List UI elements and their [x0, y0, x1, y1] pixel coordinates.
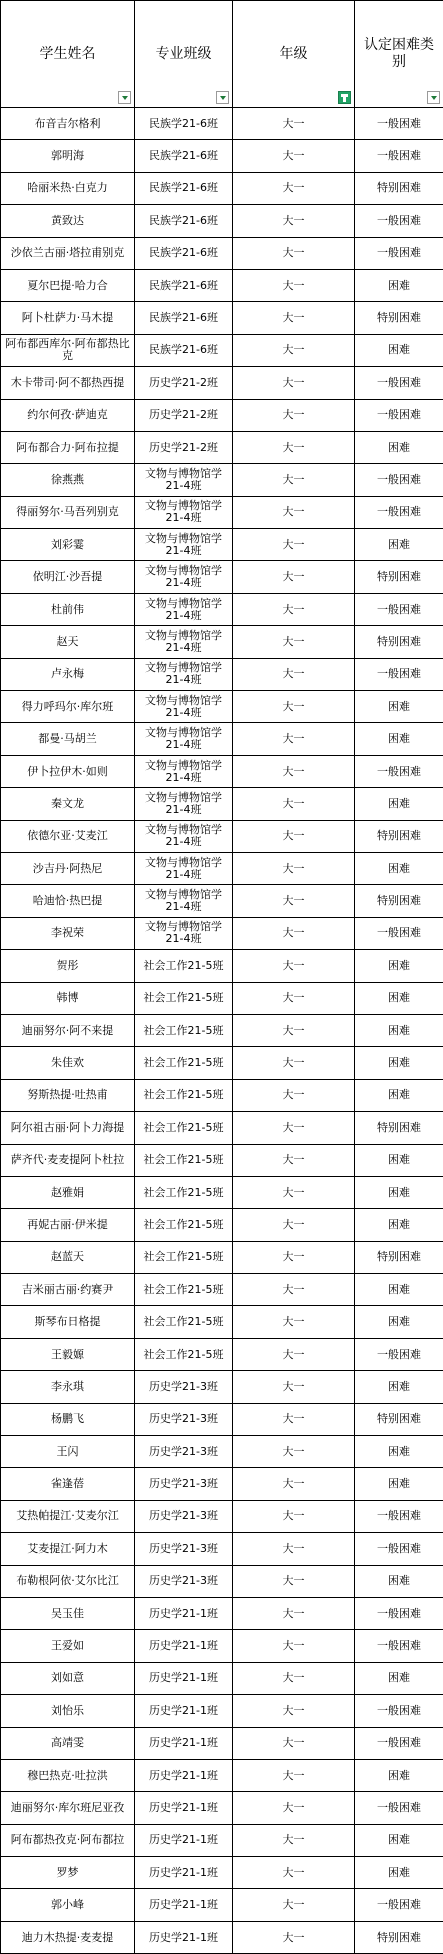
grade-cell[interactable]: 大一: [233, 561, 355, 593]
grade-cell[interactable]: 大一: [233, 788, 355, 820]
class-cell[interactable]: 社会工作21-5班: [135, 1047, 233, 1079]
class-cell[interactable]: 民族学21-6班: [135, 108, 233, 140]
grade-cell[interactable]: 大一: [233, 1500, 355, 1532]
table-row: [1, 1014, 443, 1046]
student-name-cell[interactable]: 哈迪恰·热巴提: [1, 885, 135, 917]
difficulty-cell[interactable]: 特别困难: [355, 172, 443, 204]
student-name-cell[interactable]: 朱佳欢: [1, 1047, 135, 1079]
table-row: [1, 496, 443, 528]
table-row: [1, 1371, 443, 1403]
class-cell[interactable]: 文物与博物馆学21-4班: [135, 691, 233, 723]
difficulty-cell[interactable]: 困难: [355, 1274, 443, 1306]
grade-cell[interactable]: 大一: [233, 464, 355, 496]
difficulty-cell[interactable]: 困难: [355, 1468, 443, 1500]
grade-cell[interactable]: 大一: [233, 1306, 355, 1338]
difficulty-cell[interactable]: 特别困难: [355, 626, 443, 658]
table-row: [1, 723, 443, 755]
difficulty-cell[interactable]: 特别困难: [355, 820, 443, 852]
class-cell[interactable]: 历史学21-1班: [135, 1727, 233, 1759]
table-row: [1, 1436, 443, 1468]
difficulty-cell[interactable]: 困难: [355, 950, 443, 982]
header-row: [1, 1, 443, 108]
difficulty-cell[interactable]: 一般困难: [355, 593, 443, 625]
table-row: [1, 1889, 443, 1921]
table-row: [1, 1662, 443, 1694]
table-row: [1, 1468, 443, 1500]
class-cell[interactable]: 民族学21-6班: [135, 302, 233, 334]
student-name-cell[interactable]: 刘如意: [1, 1662, 135, 1694]
class-cell[interactable]: 文物与博物馆学21-4班: [135, 464, 233, 496]
grade-cell[interactable]: 大一: [233, 950, 355, 982]
student-name-cell[interactable]: 韩博: [1, 982, 135, 1014]
class-cell[interactable]: 民族学21-6班: [135, 237, 233, 269]
difficulty-cell[interactable]: 困难: [355, 1079, 443, 1111]
student-name-cell[interactable]: 卢永梅: [1, 658, 135, 690]
table-row: [1, 658, 443, 690]
difficulty-cell[interactable]: 一般困难: [355, 1630, 443, 1662]
grade-cell[interactable]: 大一: [233, 1857, 355, 1889]
class-cell[interactable]: 社会工作21-5班: [135, 1306, 233, 1338]
difficulty-cell[interactable]: 困难: [355, 982, 443, 1014]
difficulty-cell[interactable]: 一般困难: [355, 496, 443, 528]
grade-cell[interactable]: 大一: [233, 1533, 355, 1565]
header-label: 专业班级: [156, 46, 212, 62]
table-row: [1, 1792, 443, 1824]
student-name-cell[interactable]: 阿布都热孜克·阿布都拉: [1, 1824, 135, 1856]
class-cell[interactable]: 历史学21-3班: [135, 1533, 233, 1565]
table-row: [1, 820, 443, 852]
grade-cell[interactable]: 大一: [233, 982, 355, 1014]
table-row: [1, 1857, 443, 1889]
grade-cell[interactable]: 大一: [233, 755, 355, 787]
grade-cell[interactable]: 大一: [233, 1209, 355, 1241]
difficulty-cell[interactable]: 特别困难: [355, 1921, 443, 1953]
table-row: [1, 1597, 443, 1629]
table-row: [1, 1533, 443, 1565]
student-name-cell[interactable]: 郭明海: [1, 140, 135, 172]
table-row: [1, 950, 443, 982]
difficulty-cell[interactable]: 困难: [355, 1176, 443, 1208]
grade-cell[interactable]: 大一: [233, 626, 355, 658]
difficulty-cell[interactable]: 困难: [355, 1014, 443, 1046]
class-cell[interactable]: 历史学21-1班: [135, 1857, 233, 1889]
class-cell[interactable]: 历史学21-2班: [135, 367, 233, 399]
difficulty-cell[interactable]: 困难: [355, 1144, 443, 1176]
class-cell[interactable]: 社会工作21-5班: [135, 982, 233, 1014]
student-name-cell[interactable]: 努斯热提·吐热甫: [1, 1079, 135, 1111]
difficulty-cell[interactable]: 困难: [355, 1209, 443, 1241]
grade-cell[interactable]: 大一: [233, 205, 355, 237]
student-name-cell[interactable]: 斯琴布日格提: [1, 1306, 135, 1338]
student-name-cell[interactable]: 黄致达: [1, 205, 135, 237]
table-row: [1, 108, 443, 140]
table-row: [1, 1921, 443, 1953]
difficulty-cell[interactable]: 一般困难: [355, 1597, 443, 1629]
student-name-cell[interactable]: 赵蓝天: [1, 1241, 135, 1273]
grade-cell[interactable]: 大一: [233, 1889, 355, 1921]
grade-cell[interactable]: 大一: [233, 1759, 355, 1791]
student-name-cell[interactable]: 徐燕燕: [1, 464, 135, 496]
student-name-cell[interactable]: 艾麦提江·阿力木: [1, 1533, 135, 1565]
difficulty-cell[interactable]: 一般困难: [355, 237, 443, 269]
student-name-cell[interactable]: 贺彤: [1, 950, 135, 982]
class-cell[interactable]: 历史学21-1班: [135, 1921, 233, 1953]
class-cell[interactable]: 社会工作21-5班: [135, 1241, 233, 1273]
grade-cell[interactable]: 大一: [233, 917, 355, 949]
difficulty-cell[interactable]: 一般困难: [355, 367, 443, 399]
grade-cell[interactable]: 大一: [233, 140, 355, 172]
header-student-name[interactable]: [1, 1, 135, 108]
class-cell[interactable]: 社会工作21-5班: [135, 1176, 233, 1208]
table-row: [1, 367, 443, 399]
class-cell[interactable]: 历史学21-1班: [135, 1792, 233, 1824]
student-name-cell[interactable]: 迪丽努尔·阿不来提: [1, 1014, 135, 1046]
grade-cell[interactable]: 大一: [233, 367, 355, 399]
class-cell[interactable]: 民族学21-6班: [135, 205, 233, 237]
grade-cell[interactable]: 大一: [233, 1371, 355, 1403]
grade-cell[interactable]: 大一: [233, 334, 355, 366]
table-row: [1, 431, 443, 463]
table-row: [1, 172, 443, 204]
table-row: [1, 1144, 443, 1176]
difficulty-cell[interactable]: 困难: [355, 852, 443, 884]
grade-cell[interactable]: 大一: [233, 1597, 355, 1629]
table-row: [1, 269, 443, 301]
student-name-cell[interactable]: 迪丽努尔·库尔班尼亚孜: [1, 1792, 135, 1824]
class-cell[interactable]: 文物与博物馆学21-4班: [135, 820, 233, 852]
class-cell[interactable]: 社会工作21-5班: [135, 1144, 233, 1176]
difficulty-cell[interactable]: 一般困难: [355, 1889, 443, 1921]
grade-cell[interactable]: 大一: [233, 108, 355, 140]
student-name-cell[interactable]: 沙吉丹·阿热尼: [1, 852, 135, 884]
difficulty-cell[interactable]: 一般困难: [355, 1533, 443, 1565]
student-name-cell[interactable]: 秦文龙: [1, 788, 135, 820]
difficulty-cell[interactable]: 困难: [355, 788, 443, 820]
student-name-cell[interactable]: 罗梦: [1, 1857, 135, 1889]
difficulty-cell[interactable]: 一般困难: [355, 1500, 443, 1532]
class-cell[interactable]: 文物与博物馆学21-4班: [135, 788, 233, 820]
student-name-cell[interactable]: 哈丽米热·白克力: [1, 172, 135, 204]
student-name-cell[interactable]: 艾热帕提江·艾麦尔江: [1, 1500, 135, 1532]
grade-cell[interactable]: 大一: [233, 1403, 355, 1435]
class-cell[interactable]: 历史学21-2班: [135, 431, 233, 463]
table-row: [1, 237, 443, 269]
difficulty-cell[interactable]: 一般困难: [355, 1792, 443, 1824]
grade-cell[interactable]: 大一: [233, 1921, 355, 1953]
student-name-cell[interactable]: 布音吉尔格利: [1, 108, 135, 140]
grade-cell[interactable]: 大一: [233, 529, 355, 561]
difficulty-cell[interactable]: 特别困难: [355, 302, 443, 334]
table-row: [1, 982, 443, 1014]
class-cell[interactable]: 社会工作21-5班: [135, 950, 233, 982]
student-name-cell[interactable]: 吉米丽古丽·约赛尹: [1, 1274, 135, 1306]
difficulty-cell[interactable]: 一般困难: [355, 917, 443, 949]
class-cell[interactable]: 民族学21-6班: [135, 334, 233, 366]
difficulty-cell[interactable]: 一般困难: [355, 108, 443, 140]
grade-cell[interactable]: 大一: [233, 172, 355, 204]
table-row: [1, 1306, 443, 1338]
class-cell[interactable]: 历史学21-1班: [135, 1662, 233, 1694]
table-row: [1, 1112, 443, 1144]
grade-cell[interactable]: 大一: [233, 496, 355, 528]
table-row: [1, 561, 443, 593]
difficulty-cell[interactable]: 困难: [355, 269, 443, 301]
student-name-cell[interactable]: 穆巴热克·吐拉洪: [1, 1759, 135, 1791]
table-row: [1, 399, 443, 431]
student-name-cell[interactable]: 阿布都西库尔·阿布都热比克: [1, 334, 135, 366]
student-name-cell[interactable]: 王闪: [1, 1436, 135, 1468]
class-cell[interactable]: 历史学21-3班: [135, 1403, 233, 1435]
student-name-cell[interactable]: 阿卜杜萨力·马木提: [1, 302, 135, 334]
student-name-cell[interactable]: 布勒根阿依·艾尔比江: [1, 1565, 135, 1597]
table-row: [1, 1274, 443, 1306]
difficulty-cell[interactable]: 特别困难: [355, 885, 443, 917]
grade-cell[interactable]: 大一: [233, 1079, 355, 1111]
class-cell[interactable]: 文物与博物馆学21-4班: [135, 496, 233, 528]
difficulty-cell[interactable]: 困难: [355, 1436, 443, 1468]
class-cell[interactable]: 历史学21-1班: [135, 1630, 233, 1662]
grade-cell[interactable]: 大一: [233, 1014, 355, 1046]
class-cell[interactable]: 历史学21-1班: [135, 1759, 233, 1791]
difficulty-cell[interactable]: 困难: [355, 1047, 443, 1079]
difficulty-cell[interactable]: 困难: [355, 1759, 443, 1791]
class-cell[interactable]: 文物与博物馆学21-4班: [135, 529, 233, 561]
table-row: [1, 1727, 443, 1759]
student-name-cell[interactable]: 雀逢蓓: [1, 1468, 135, 1500]
grade-cell[interactable]: 大一: [233, 691, 355, 723]
grade-cell[interactable]: 大一: [233, 399, 355, 431]
class-cell[interactable]: 历史学21-1班: [135, 1695, 233, 1727]
student-name-cell[interactable]: 依德尔亚·艾麦江: [1, 820, 135, 852]
student-name-cell[interactable]: 王毅嫄: [1, 1338, 135, 1370]
student-name-cell[interactable]: 阿布都合力·阿布拉提: [1, 431, 135, 463]
grade-cell[interactable]: 大一: [233, 1727, 355, 1759]
grade-cell[interactable]: 大一: [233, 1468, 355, 1500]
student-name-cell[interactable]: 吴玉佳: [1, 1597, 135, 1629]
difficulty-cell[interactable]: 困难: [355, 1565, 443, 1597]
class-cell[interactable]: 文物与博物馆学21-4班: [135, 561, 233, 593]
table-row: [1, 1824, 443, 1856]
student-name-cell[interactable]: 李永琪: [1, 1371, 135, 1403]
class-cell[interactable]: 历史学21-3班: [135, 1565, 233, 1597]
class-cell[interactable]: 社会工作21-5班: [135, 1338, 233, 1370]
table-row: [1, 1176, 443, 1208]
class-cell[interactable]: 历史学21-1班: [135, 1824, 233, 1856]
grade-cell[interactable]: 大一: [233, 852, 355, 884]
header-label: 年级: [280, 46, 308, 62]
difficulty-cell[interactable]: 特别困难: [355, 561, 443, 593]
student-name-cell[interactable]: 郭小峰: [1, 1889, 135, 1921]
class-cell[interactable]: 民族学21-6班: [135, 269, 233, 301]
grade-cell[interactable]: 大一: [233, 1792, 355, 1824]
grade-cell[interactable]: 大一: [233, 1824, 355, 1856]
difficulty-cell[interactable]: 困难: [355, 431, 443, 463]
student-name-cell[interactable]: 得力呼玛尔·库尔班: [1, 691, 135, 723]
class-cell[interactable]: 历史学21-3班: [135, 1436, 233, 1468]
filter-dropdown-icon[interactable]: [216, 91, 229, 104]
grade-cell[interactable]: 大一: [233, 593, 355, 625]
table-row: [1, 626, 443, 658]
student-name-cell[interactable]: 王爱如: [1, 1630, 135, 1662]
difficulty-cell[interactable]: 困难: [355, 334, 443, 366]
class-cell[interactable]: 文物与博物馆学21-4班: [135, 755, 233, 787]
table-row: [1, 788, 443, 820]
class-cell[interactable]: 社会工作21-5班: [135, 1274, 233, 1306]
table-row: [1, 593, 443, 625]
grade-cell[interactable]: 大一: [233, 1144, 355, 1176]
difficulty-cell[interactable]: 一般困难: [355, 658, 443, 690]
table-row: [1, 1695, 443, 1727]
difficulty-cell[interactable]: 困难: [355, 1857, 443, 1889]
grade-cell[interactable]: 大一: [233, 658, 355, 690]
grade-cell[interactable]: 大一: [233, 1047, 355, 1079]
difficulty-cell[interactable]: 困难: [355, 1662, 443, 1694]
student-name-cell[interactable]: 高靖雯: [1, 1727, 135, 1759]
difficulty-cell[interactable]: 困难: [355, 723, 443, 755]
grade-cell[interactable]: 大一: [233, 1565, 355, 1597]
grade-cell[interactable]: 大一: [233, 1241, 355, 1273]
difficulty-cell[interactable]: 一般困难: [355, 755, 443, 787]
grade-cell[interactable]: 大一: [233, 723, 355, 755]
class-cell[interactable]: 历史学21-1班: [135, 1597, 233, 1629]
difficulty-cell[interactable]: 一般困难: [355, 464, 443, 496]
class-cell[interactable]: 文物与博物馆学21-4班: [135, 917, 233, 949]
header-grade[interactable]: [233, 1, 355, 108]
grade-cell[interactable]: 大一: [233, 885, 355, 917]
grade-cell[interactable]: 大一: [233, 820, 355, 852]
grade-cell[interactable]: 大一: [233, 1436, 355, 1468]
student-name-cell[interactable]: 再妮古丽·伊米提: [1, 1209, 135, 1241]
student-name-cell[interactable]: 杜前伟: [1, 593, 135, 625]
grade-cell[interactable]: 大一: [233, 302, 355, 334]
grade-cell[interactable]: 大一: [233, 1274, 355, 1306]
grade-cell[interactable]: 大一: [233, 1338, 355, 1370]
student-name-cell[interactable]: 依明江·沙吾提: [1, 561, 135, 593]
class-cell[interactable]: 文物与博物馆学21-4班: [135, 723, 233, 755]
difficulty-cell[interactable]: 特别困难: [355, 1112, 443, 1144]
table-row: [1, 691, 443, 723]
difficulty-cell[interactable]: 一般困难: [355, 1695, 443, 1727]
class-cell[interactable]: 文物与博物馆学21-4班: [135, 852, 233, 884]
student-name-cell[interactable]: 都曼·马胡兰: [1, 723, 135, 755]
difficulty-cell[interactable]: 困难: [355, 691, 443, 723]
table-row: [1, 334, 443, 366]
difficulty-cell[interactable]: 一般困难: [355, 399, 443, 431]
student-name-cell[interactable]: 阿尔祖古丽·阿卜力海提: [1, 1112, 135, 1144]
difficulty-cell[interactable]: 一般困难: [355, 1727, 443, 1759]
student-name-cell[interactable]: 约尔何孜·萨迪克: [1, 399, 135, 431]
difficulty-cell[interactable]: 困难: [355, 1371, 443, 1403]
table-row: [1, 1630, 443, 1662]
table-row: [1, 205, 443, 237]
class-cell[interactable]: 社会工作21-5班: [135, 1112, 233, 1144]
grade-cell[interactable]: 大一: [233, 1112, 355, 1144]
difficulty-cell[interactable]: 一般困难: [355, 205, 443, 237]
table-row: [1, 1565, 443, 1597]
table-row: [1, 1047, 443, 1079]
student-name-cell[interactable]: 萨齐代·麦麦提阿卜杜拉: [1, 1144, 135, 1176]
header-class[interactable]: [135, 1, 233, 108]
class-cell[interactable]: 文物与博物馆学21-4班: [135, 885, 233, 917]
student-name-cell[interactable]: 赵天: [1, 626, 135, 658]
student-name-cell[interactable]: 迪力木热提·麦麦提: [1, 1921, 135, 1953]
difficulty-cell[interactable]: 困难: [355, 1824, 443, 1856]
class-cell[interactable]: 文物与博物馆学21-4班: [135, 593, 233, 625]
table-row: [1, 1209, 443, 1241]
difficulty-cell[interactable]: 一般困难: [355, 1338, 443, 1370]
class-cell[interactable]: 历史学21-1班: [135, 1889, 233, 1921]
difficulty-cell[interactable]: 困难: [355, 529, 443, 561]
filter-dropdown-icon[interactable]: [427, 91, 440, 104]
grade-cell[interactable]: 大一: [233, 237, 355, 269]
class-cell[interactable]: 文物与博物馆学21-4班: [135, 658, 233, 690]
table-row: [1, 1500, 443, 1532]
class-cell[interactable]: 历史学21-3班: [135, 1371, 233, 1403]
student-name-cell[interactable]: 杨鹏飞: [1, 1403, 135, 1435]
filter-active-icon[interactable]: [338, 91, 351, 104]
table-row: [1, 885, 443, 917]
table-row: [1, 1759, 443, 1791]
table-row: [1, 755, 443, 787]
table-row: [1, 1403, 443, 1435]
class-cell[interactable]: 社会工作21-5班: [135, 1079, 233, 1111]
table-row: [1, 140, 443, 172]
class-cell[interactable]: 历史学21-3班: [135, 1468, 233, 1500]
header-difficulty-category[interactable]: [355, 1, 443, 108]
student-name-cell[interactable]: 李祝荣: [1, 917, 135, 949]
class-cell[interactable]: 文物与博物馆学21-4班: [135, 626, 233, 658]
student-name-cell[interactable]: 伊卜拉伊木·如则: [1, 755, 135, 787]
student-name-cell[interactable]: 木卡带司·阿不都热西提: [1, 367, 135, 399]
table-row: [1, 302, 443, 334]
difficulty-cell[interactable]: 困难: [355, 1306, 443, 1338]
grade-cell[interactable]: 大一: [233, 431, 355, 463]
class-cell[interactable]: 民族学21-6班: [135, 140, 233, 172]
student-name-cell[interactable]: 沙依兰古丽·塔拉甫别克: [1, 237, 135, 269]
table-row: [1, 1338, 443, 1370]
grade-cell[interactable]: 大一: [233, 1662, 355, 1694]
student-name-cell[interactable]: 赵雅娟: [1, 1176, 135, 1208]
class-cell[interactable]: 历史学21-3班: [135, 1500, 233, 1532]
table-row: [1, 917, 443, 949]
table-row: [1, 464, 443, 496]
student-name-cell[interactable]: 得丽努尔·马吾列别克: [1, 496, 135, 528]
student-name-cell[interactable]: 夏尔巴提·哈力合: [1, 269, 135, 301]
table-row: [1, 1079, 443, 1111]
header-label: 认定困难类别: [364, 37, 434, 70]
difficulty-cell[interactable]: 特别困难: [355, 1241, 443, 1273]
difficulty-cell[interactable]: 一般困难: [355, 140, 443, 172]
grade-cell[interactable]: 大一: [233, 1695, 355, 1727]
filter-dropdown-icon[interactable]: [118, 91, 131, 104]
grade-cell[interactable]: 大一: [233, 269, 355, 301]
grade-cell[interactable]: 大一: [233, 1630, 355, 1662]
class-cell[interactable]: 社会工作21-5班: [135, 1209, 233, 1241]
header-label: 学生姓名: [40, 46, 96, 62]
class-cell[interactable]: 历史学21-2班: [135, 399, 233, 431]
class-cell[interactable]: 社会工作21-5班: [135, 1014, 233, 1046]
difficulty-cell[interactable]: 特别困难: [355, 1403, 443, 1435]
grade-cell[interactable]: 大一: [233, 1176, 355, 1208]
class-cell[interactable]: 民族学21-6班: [135, 172, 233, 204]
student-name-cell[interactable]: 刘怡乐: [1, 1695, 135, 1727]
table-body: [1, 108, 443, 1954]
table-row: [1, 852, 443, 884]
table-row: [1, 1241, 443, 1273]
table-row: [1, 529, 443, 561]
student-name-cell[interactable]: 刘彩霎: [1, 529, 135, 561]
